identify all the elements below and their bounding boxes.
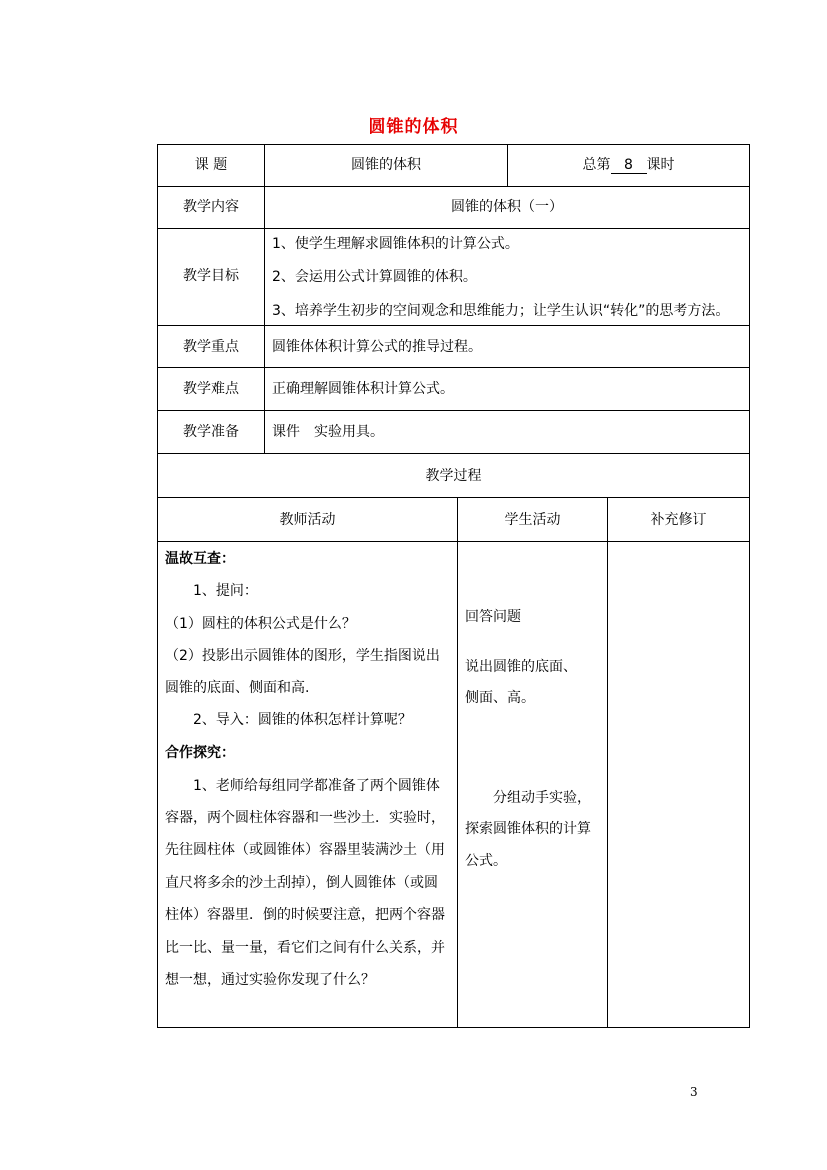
lesson-topic: 圆锥的体积 bbox=[351, 157, 421, 173]
teacher-line: 2、导入：圆锥的体积怎样计算呢？ bbox=[165, 712, 412, 728]
teacher-line: 直尺将多余的沙土刮掉），倒人圆锥体（或圆 bbox=[165, 875, 438, 891]
column-divider bbox=[264, 144, 265, 454]
column-header-teacher: 教师活动 bbox=[279, 512, 336, 528]
teacher-line: （1）圆柱的体积公式是什么？ bbox=[165, 616, 356, 632]
teacher-line: 想一想，通过实验你发现了什么？ bbox=[165, 972, 375, 988]
document-title: 圆锥的体积 bbox=[368, 117, 459, 137]
row-divider bbox=[157, 367, 750, 368]
goal-item: 2、会运用公式计算圆锥的体积。 bbox=[272, 269, 477, 285]
teacher-line: （2）投影出示圆锥体的图形，学生指图说出 bbox=[165, 648, 440, 664]
row-divider bbox=[157, 410, 750, 411]
row-divider bbox=[157, 186, 750, 187]
student-line: 探索圆锥体积的计算 bbox=[465, 821, 591, 837]
lesson-label: 课 题 bbox=[194, 157, 228, 173]
difficulty-value: 正确理解圆锥体积计算公式。 bbox=[272, 381, 454, 397]
teacher-line: 容器，两个圆柱体容器和一些沙土．实验时， bbox=[165, 810, 445, 826]
content-label: 教学内容 bbox=[183, 199, 239, 215]
teacher-line: 1、老师给每组同学都准备了两个圆锥体 bbox=[165, 778, 440, 794]
student-line: 说出圆锥的底面、 bbox=[465, 659, 577, 675]
teacher-line: 圆锥的底面、侧面和高. bbox=[165, 680, 310, 696]
teacher-line: 柱体）容器里．倒的时候要注意，把两个容器 bbox=[165, 907, 445, 923]
lesson-total bbox=[508, 155, 749, 175]
teacher-line: 1、提问： bbox=[165, 583, 258, 599]
goal-item: 1、使学生理解求圆锥体积的计算公式。 bbox=[272, 236, 519, 252]
teacher-line: 温故互查： bbox=[165, 551, 235, 567]
goal-item: 3、培养学生初步的空间观念和思维能力；让学生认识“转化”的思考方法。 bbox=[272, 303, 730, 319]
column-header-student: 学生活动 bbox=[504, 512, 561, 528]
total-prefix: 总第 bbox=[582, 157, 611, 173]
preparation-label: 教学准备 bbox=[183, 424, 239, 440]
row-divider bbox=[157, 325, 750, 326]
row-divider bbox=[157, 453, 750, 454]
key-point-label: 教学重点 bbox=[183, 339, 239, 355]
difficulty-label: 教学难点 bbox=[183, 381, 239, 397]
preparation-value: 课件 实验用具。 bbox=[272, 424, 384, 440]
page-number: 3 bbox=[690, 1085, 698, 1099]
column-header-revision: 补充修订 bbox=[650, 512, 707, 528]
table-border-bottom bbox=[157, 1027, 750, 1028]
process-heading: 教学过程 bbox=[425, 468, 482, 484]
total-suffix: 课时 bbox=[646, 157, 675, 173]
student-line: 分组动手实验， bbox=[465, 790, 591, 806]
row-divider bbox=[157, 228, 750, 229]
key-point-value: 圆锥体体积计算公式的推导过程。 bbox=[272, 339, 482, 355]
teacher-line: 比一比、量一量，看它们之间有什么关系，并 bbox=[165, 940, 445, 956]
table-border-top bbox=[157, 144, 750, 145]
content-value: 圆锥的体积（一） bbox=[451, 199, 563, 215]
teacher-line: 先往圆柱体（或圆锥体）容器里装满沙土（用 bbox=[165, 842, 445, 858]
student-line: 侧面、高。 bbox=[465, 690, 535, 706]
row-divider bbox=[157, 541, 750, 542]
student-line: 回答问题 bbox=[465, 609, 521, 625]
table-border-right bbox=[749, 144, 750, 1028]
total-number: 8 bbox=[611, 157, 647, 174]
column-divider bbox=[607, 497, 608, 1028]
column-divider bbox=[457, 497, 458, 1028]
row-divider bbox=[157, 497, 750, 498]
goals-label: 教学目标 bbox=[183, 268, 239, 284]
student-line: 公式。 bbox=[465, 853, 507, 869]
teacher-line: 合作探究： bbox=[165, 745, 235, 761]
